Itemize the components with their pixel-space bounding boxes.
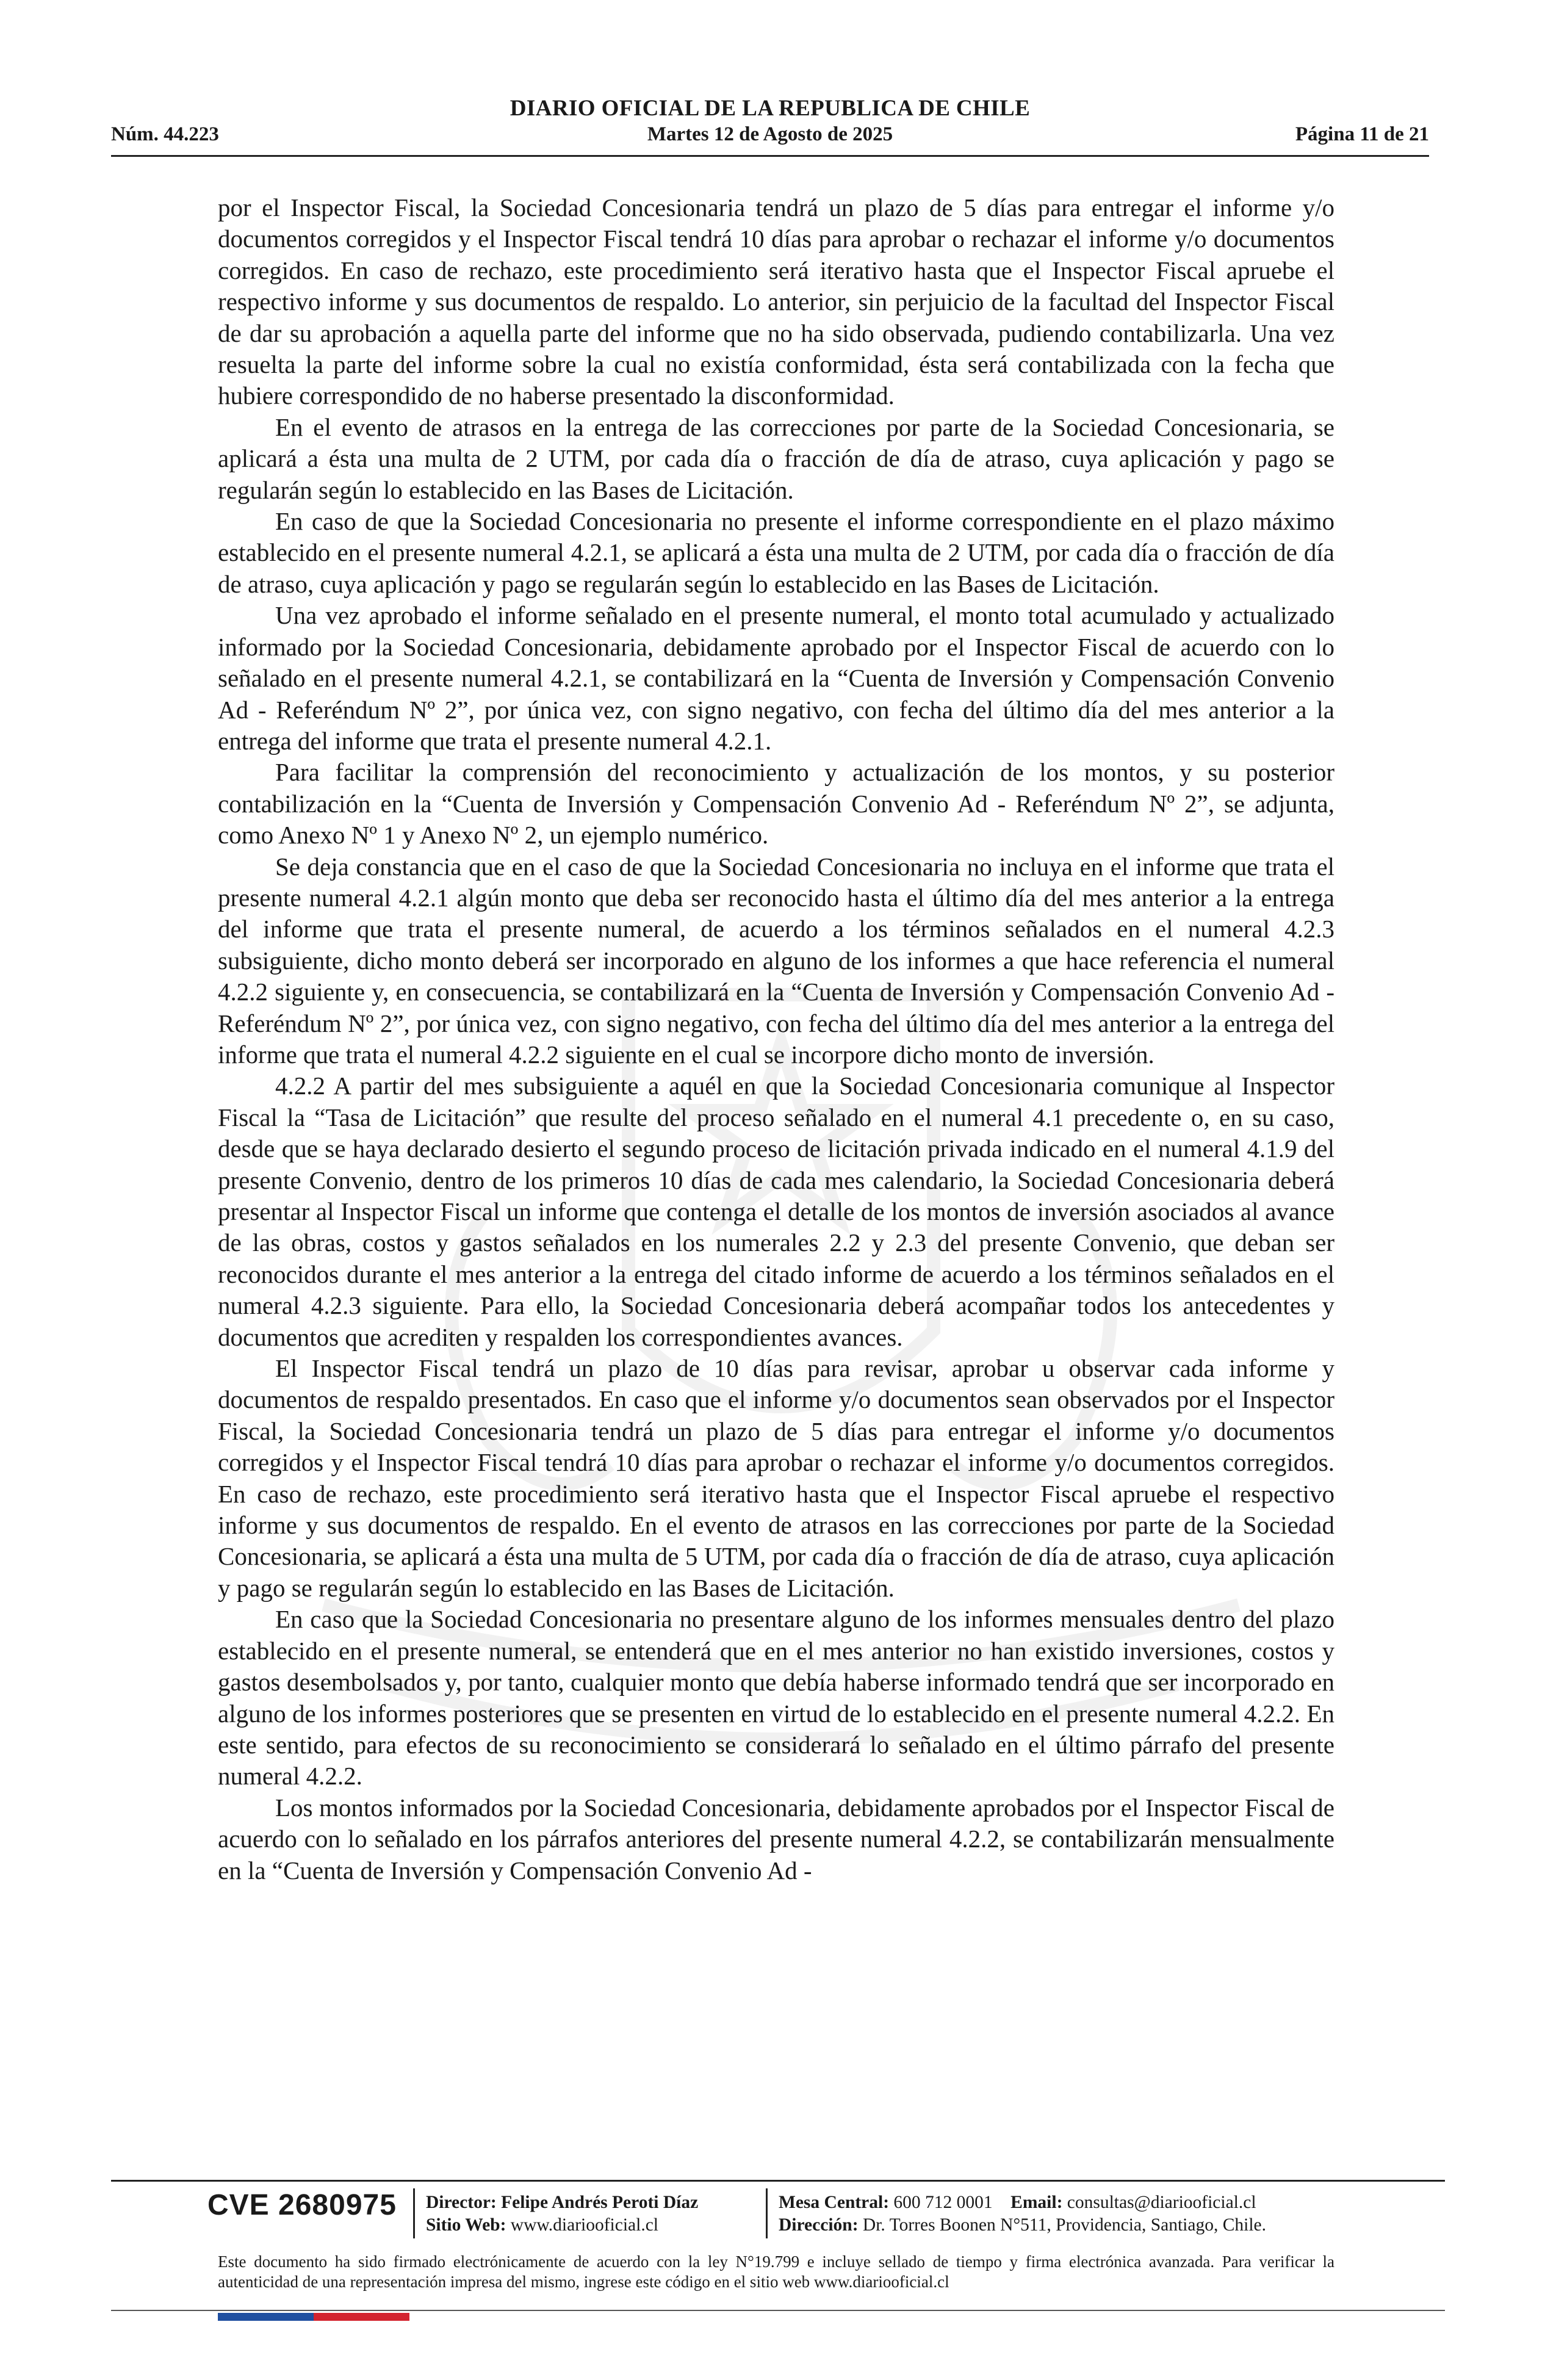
director-name: Felipe Andrés Peroti Díaz bbox=[501, 2193, 699, 2212]
footer-divider bbox=[111, 2180, 1445, 2182]
paragraph: En el evento de atrasos en la entrega de las correcciones por parte de la Sociedad Concesionaria, se aplicará a ésta una multa de 2 UTM, por cada día o fracción de día de atraso, cuya aplicación y pago se regularán según lo establecido en las Bases de Licitación. bbox=[218, 413, 1334, 504]
page-number: Página 11 de 21 bbox=[1295, 123, 1429, 145]
header-divider bbox=[111, 155, 1429, 157]
paragraph: por el Inspector Fiscal, la Sociedad Concesionaria tendrá un plazo de 5 días para entregar el informe y/o documentos corregidos y el Inspector Fiscal tendrá 10 días para aprobar o rechazar el informe y/o documentos corregidos. En caso de rechazo, este procedimiento será iterativo hasta que el Inspector Fiscal apruebe el respectivo informe y sus documentos de respaldo. Lo anterior, sin perjuicio de la facultad del Inspector Fiscal de dar su aprobación a aquella parte del informe que no ha sido observada, pudiendo contabilizarla. Una vez resuelta la parte del informe sobre la cual no existía conformidad, ésta será contabilizada con la fecha que hubiere correspondido de no haberse presentado la disconformidad. bbox=[218, 193, 1334, 410]
issue-date: Martes 12 de Agosto de 2025 bbox=[647, 123, 893, 145]
address-label: Dirección: bbox=[779, 2215, 859, 2235]
signature-disclaimer: Este documento ha sido firmado electrónicamente de acuerdo con la ley N°19.799 e incluye sellado de tiempo y firma electrónica avanzada. Para verificar la autenticidad de una representación impresa del mismo, ingrese este código en el sitio web www.diariooficial.cl bbox=[218, 2252, 1334, 2291]
flag-stripe-red bbox=[314, 2313, 409, 2321]
issue-number: Núm. 44.223 bbox=[111, 123, 219, 145]
paragraph: Para facilitar la comprensión del reconocimiento y actualización de los montos, y su posterior contabilización en la “Cuenta de Inversión y Compensación Convenio Ad - Referéndum Nº 2”, se adjunta, como Anexo Nº 1 y Anexo Nº 2, un ejemplo numérico. bbox=[218, 758, 1334, 849]
website-link[interactable]: www.diariooficial.cl bbox=[510, 2215, 658, 2235]
paragraph: Una vez aprobado el informe señalado en el presente numeral, el monto total acumulado y actualizado informado por la Sociedad Concesionaria, debidamente aprobado por el Inspector Fiscal de acuerdo con lo señalado en el presente numeral 4.2.1, se contabilizará en la “Cuenta de Inversión y Compensación Convenio Ad - Referéndum Nº 2”, por única vez, con signo negativo, con fecha del último día del mes anterior a la entrega del informe que trata el presente numeral 4.2.1. bbox=[218, 601, 1334, 755]
paragraph: Se deja constancia que en el caso de que la Sociedad Concesionaria no incluya en el informe que trata el presente numeral 4.2.1 algún monto que deba ser reconocido hasta el último día del mes anterior a la entrega del informe que trata el presente numeral, de acuerdo a los términos señalados en el numeral 4.2.3 subsiguiente, dicho monto deberá ser incorporado en alguno de los informes a que hace referencia el numeral 4.2.2 siguiente y, en consecuencia, se contabilizará en la “Cuenta de Inversión y Compensación Convenio Ad - Referéndum Nº 2”, por única vez, con signo negativo, con fecha del último día del mes anterior a la entrega del informe que trata el numeral 4.2.2 siguiente en el cual se incorpore dicho monto de inversión. bbox=[218, 852, 1334, 1069]
footer-separator bbox=[413, 2188, 415, 2238]
email-link[interactable]: consultas@diariooficial.cl bbox=[1067, 2193, 1256, 2212]
footer-contact-block bbox=[779, 2191, 1266, 2237]
document-body bbox=[218, 192, 1334, 1886]
page-header bbox=[111, 93, 1429, 159]
paragraph: 4.2.2 A partir del mes subsiguiente a aquél en que la Sociedad Concesionaria comunique al Inspector Fiscal la “Tasa de Licitación” que resulte del proceso señalado en el numeral 4.1 precedente o, en su caso, desde que se haya declarado desierto el segundo proceso de licitación privada indicado en el numeral 4.1.9 del presente Convenio, dentro de los primeros 10 días de cada mes calendario, la Sociedad Concesionaria deberá presentar al Inspector Fiscal un informe que contenga el detalle de los montos de inversión asociados al avance de las obras, costos y gastos señalados en los numerales 2.2 y 2.3 del presente Convenio, que deban ser reconocidos durante el mes anterior a la entrega del citado informe de acuerdo a los términos señalados en el numeral 4.2.3 siguiente. Para ello, la Sociedad Concesionaria deberá acompañar todos los antecedentes y documentos que acrediten y respalden los correspondientes avances. bbox=[218, 1072, 1334, 1351]
website-label: Sitio Web: bbox=[426, 2215, 506, 2235]
phone-number: 600 712 0001 bbox=[893, 2193, 993, 2212]
cve-code: CVE 2680975 bbox=[207, 2189, 397, 2221]
bottom-divider bbox=[111, 2310, 1445, 2311]
publication-title: DIARIO OFICIAL DE LA REPUBLICA DE CHILE bbox=[510, 96, 1031, 121]
footer-director-block bbox=[426, 2191, 698, 2237]
paragraph: Los montos informados por la Sociedad Concesionaria, debidamente aprobados por el Inspector Fiscal de acuerdo con lo señalado en los párrafos anteriores del presente numeral 4.2.2, se contabilizarán mensualmente en la “Cuenta de Inversión y Compensación Convenio Ad - bbox=[218, 1793, 1334, 1884]
flag-stripe-blue bbox=[218, 2313, 314, 2321]
director-label: Director: bbox=[426, 2193, 497, 2212]
paragraph: El Inspector Fiscal tendrá un plazo de 10 días para revisar, aprobar u observar cada informe y documentos de respaldo presentados. En caso que el informe y/o documentos sean observados por el Inspector Fiscal, la Sociedad Concesionaria tendrá un plazo de 5 días para entregar el informe y/o documentos corregidos y el Inspector Fiscal tendrá 10 días para aprobar o rechazar el informe y/o documentos corregidos. En caso de rechazo, este procedimiento será iterativo hasta que el Inspector Fiscal apruebe el respectivo informe y sus documentos de respaldo. En el evento de atrasos en las correcciones por parte de la Sociedad Concesionaria, se aplicará a ésta una multa de 5 UTM, por cada día o fracción de día de atraso, cuya aplicación y pago se regularán según lo establecido en las Bases de Licitación. bbox=[218, 1354, 1334, 1602]
phone-label: Mesa Central: bbox=[779, 2193, 890, 2212]
email-label: Email: bbox=[1010, 2193, 1063, 2212]
address-text: Dr. Torres Boonen N°511, Providencia, Santiago, Chile. bbox=[862, 2215, 1267, 2235]
footer-separator bbox=[766, 2188, 768, 2238]
paragraph: En caso de que la Sociedad Concesionaria no presente el informe correspondiente en el plazo máximo establecido en el presente numeral 4.2.1, se aplicará a ésta una multa de 2 UTM, por cada día o fracción de día de atraso, cuya aplicación y pago se regularán según lo establecido en las Bases de Licitación. bbox=[218, 507, 1334, 598]
paragraph: En caso que la Sociedad Concesionaria no presentare alguno de los informes mensuales dentro del plazo establecido en el presente numeral, se entenderá que en el mes anterior no han existido inversiones, costos y gastos desembolsados y, por tanto, cualquier monto que debía haberse informado tendrá que ser incorporado en alguno de los informes posteriores que se presenten en virtud de lo establecido en el presente numeral 4.2.2. En este sentido, para efectos de su reconocimiento se considerará lo señalado en el último párrafo del presente numeral 4.2.2. bbox=[218, 1605, 1334, 1790]
